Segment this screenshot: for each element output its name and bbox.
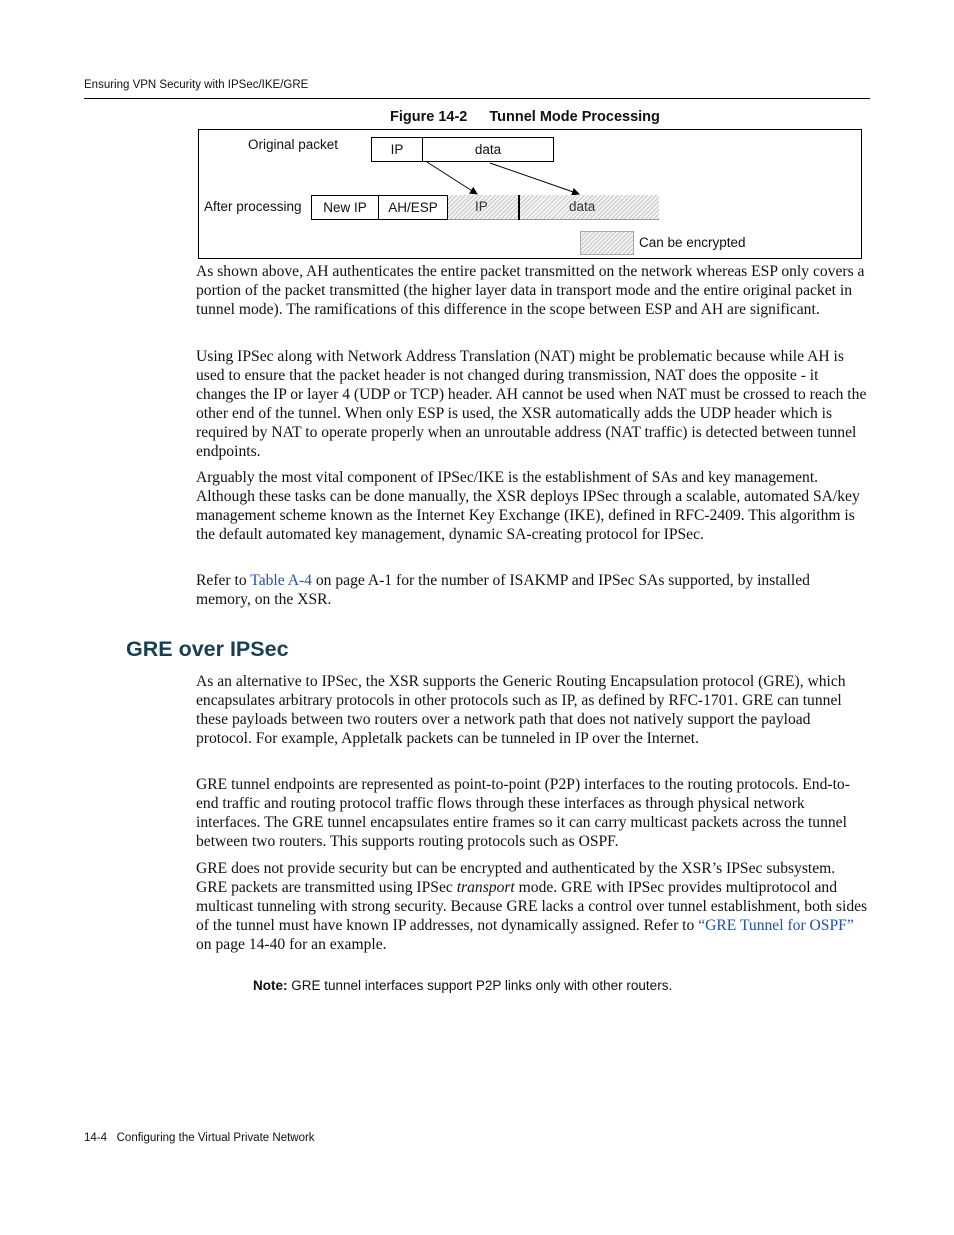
section-heading: GRE over IPSec [126, 637, 289, 661]
page-number: 14-4 [84, 1132, 108, 1144]
encrypted-legend-label: Can be encrypted [639, 235, 746, 250]
chapter-title: Configuring the Virtual Private Network [116, 1132, 315, 1144]
tunnel-mode-diagram [198, 129, 862, 259]
paragraph-gre-intro: As an alternative to IPSec, the XSR supports the Generic Routing Encapsulation protocol (GRE), which encapsulates arbitrary protocols in other protocols such as IP, as defined by RFC-1701. GRE can tunnel these payloads between two routers over a network path that does not natively support the payload protocol. For example, Appletalk packets can be tunneled in IP over the Internet. [196, 673, 846, 747]
encrypted-legend-swatch [580, 231, 634, 255]
encrypted-data-label: data [569, 199, 596, 214]
encrypted-divider [518, 195, 520, 220]
paragraph-sa-reference: Refer to Table A-4 on page A-1 for the number of ISAKMP and IPSec SAs supported, by installed memory, on the XSR. [196, 572, 810, 608]
ip-arrow [427, 162, 477, 194]
figure-title: Tunnel Mode Processing [489, 109, 660, 125]
paragraph-gre-security: GRE does not provide security but can be encrypted and authenticated by the XSR’s IPSec subsystem. GRE packets are transmitted using IPSec transport mode. GRE with IPSec provides multiprotocol and multicast tunneling with strong security. Because GRE lacks a control over tunnel establishment, both sides of the tunnel must have known IP addresses, not dynamically assigned. Refer to “GRE Tunnel for OSPF” on page 14-40 for an example. [196, 860, 868, 953]
new-ip-cell: New IP [311, 195, 379, 220]
original-data-cell: data [422, 137, 554, 162]
note-label: Note: [253, 978, 288, 993]
after-processing-label: After processing [204, 199, 302, 214]
note [253, 978, 672, 993]
figure-caption [390, 109, 660, 125]
original-packet-label: Original packet [248, 137, 339, 152]
paragraph-ike: Arguably the most vital component of IPSec/IKE is the establishment of SAs and key management. Although these tasks can be done manually, the XSR deploys IPSec through a scalable, automated SA/key management scheme known as the Internet Key Exchange (IKE), defined in RFC-2409. This algorithm is the default automated key management, dynamic SA-creating protocol for IPSec. [196, 469, 860, 543]
encrypted-ip-label: IP [475, 199, 488, 214]
page-footer [84, 1132, 315, 1144]
gre-tunnel-ospf-link[interactable]: “GRE Tunnel for OSPF” [698, 917, 854, 934]
table-a4-link[interactable]: Table A-4 [250, 572, 312, 589]
note-text: GRE tunnel interfaces support P2P links only with other routers. [287, 978, 673, 993]
mapping-arrows [199, 130, 861, 258]
paragraph-ah-esp-scope: As shown above, AH authenticates the entire packet transmitted on the network whereas ESP only covers a portion of the packet transmitted (the higher layer data in transport mode and the entire original packet in tunnel mode). The ramifications of this difference in the scope between ESP and AH are significant. [196, 263, 865, 318]
paragraph-ipsec-nat: Using IPSec along with Network Address Translation (NAT) might be problematic because while AH is used to ensure that the packet header is not changed during transmission, NAT does the opposite - it changes the IP or layer 4 (UDP or TCP) header. AH cannot be used when NAT must be crossed to reach the other end of the tunnel. When only ESP is used, the XSR automatically adds the UDP header which is required by NAT to operate properly when an unroutable address (NAT traffic) is detected between tunnel endpoints. [196, 348, 867, 460]
header-rule [84, 98, 870, 99]
running-header: Ensuring VPN Security with IPSec/IKE/GRE [84, 79, 309, 91]
original-ip-cell: IP [371, 137, 423, 162]
ah-esp-cell: AH/ESP [378, 195, 448, 220]
paragraph-gre-endpoints: GRE tunnel endpoints are represented as point-to-point (P2P) interfaces to the routing protocols. End-to-end traffic and routing protocol traffic flows through these interfaces as through physical network interfaces. The GRE tunnel encapsulates entire frames so it can carry multicast packets across the tunnel between two routers. This supports routing protocols such as OSPF. [196, 776, 850, 850]
data-arrow [490, 163, 579, 194]
figure-number: Figure 14-2 [390, 109, 468, 125]
